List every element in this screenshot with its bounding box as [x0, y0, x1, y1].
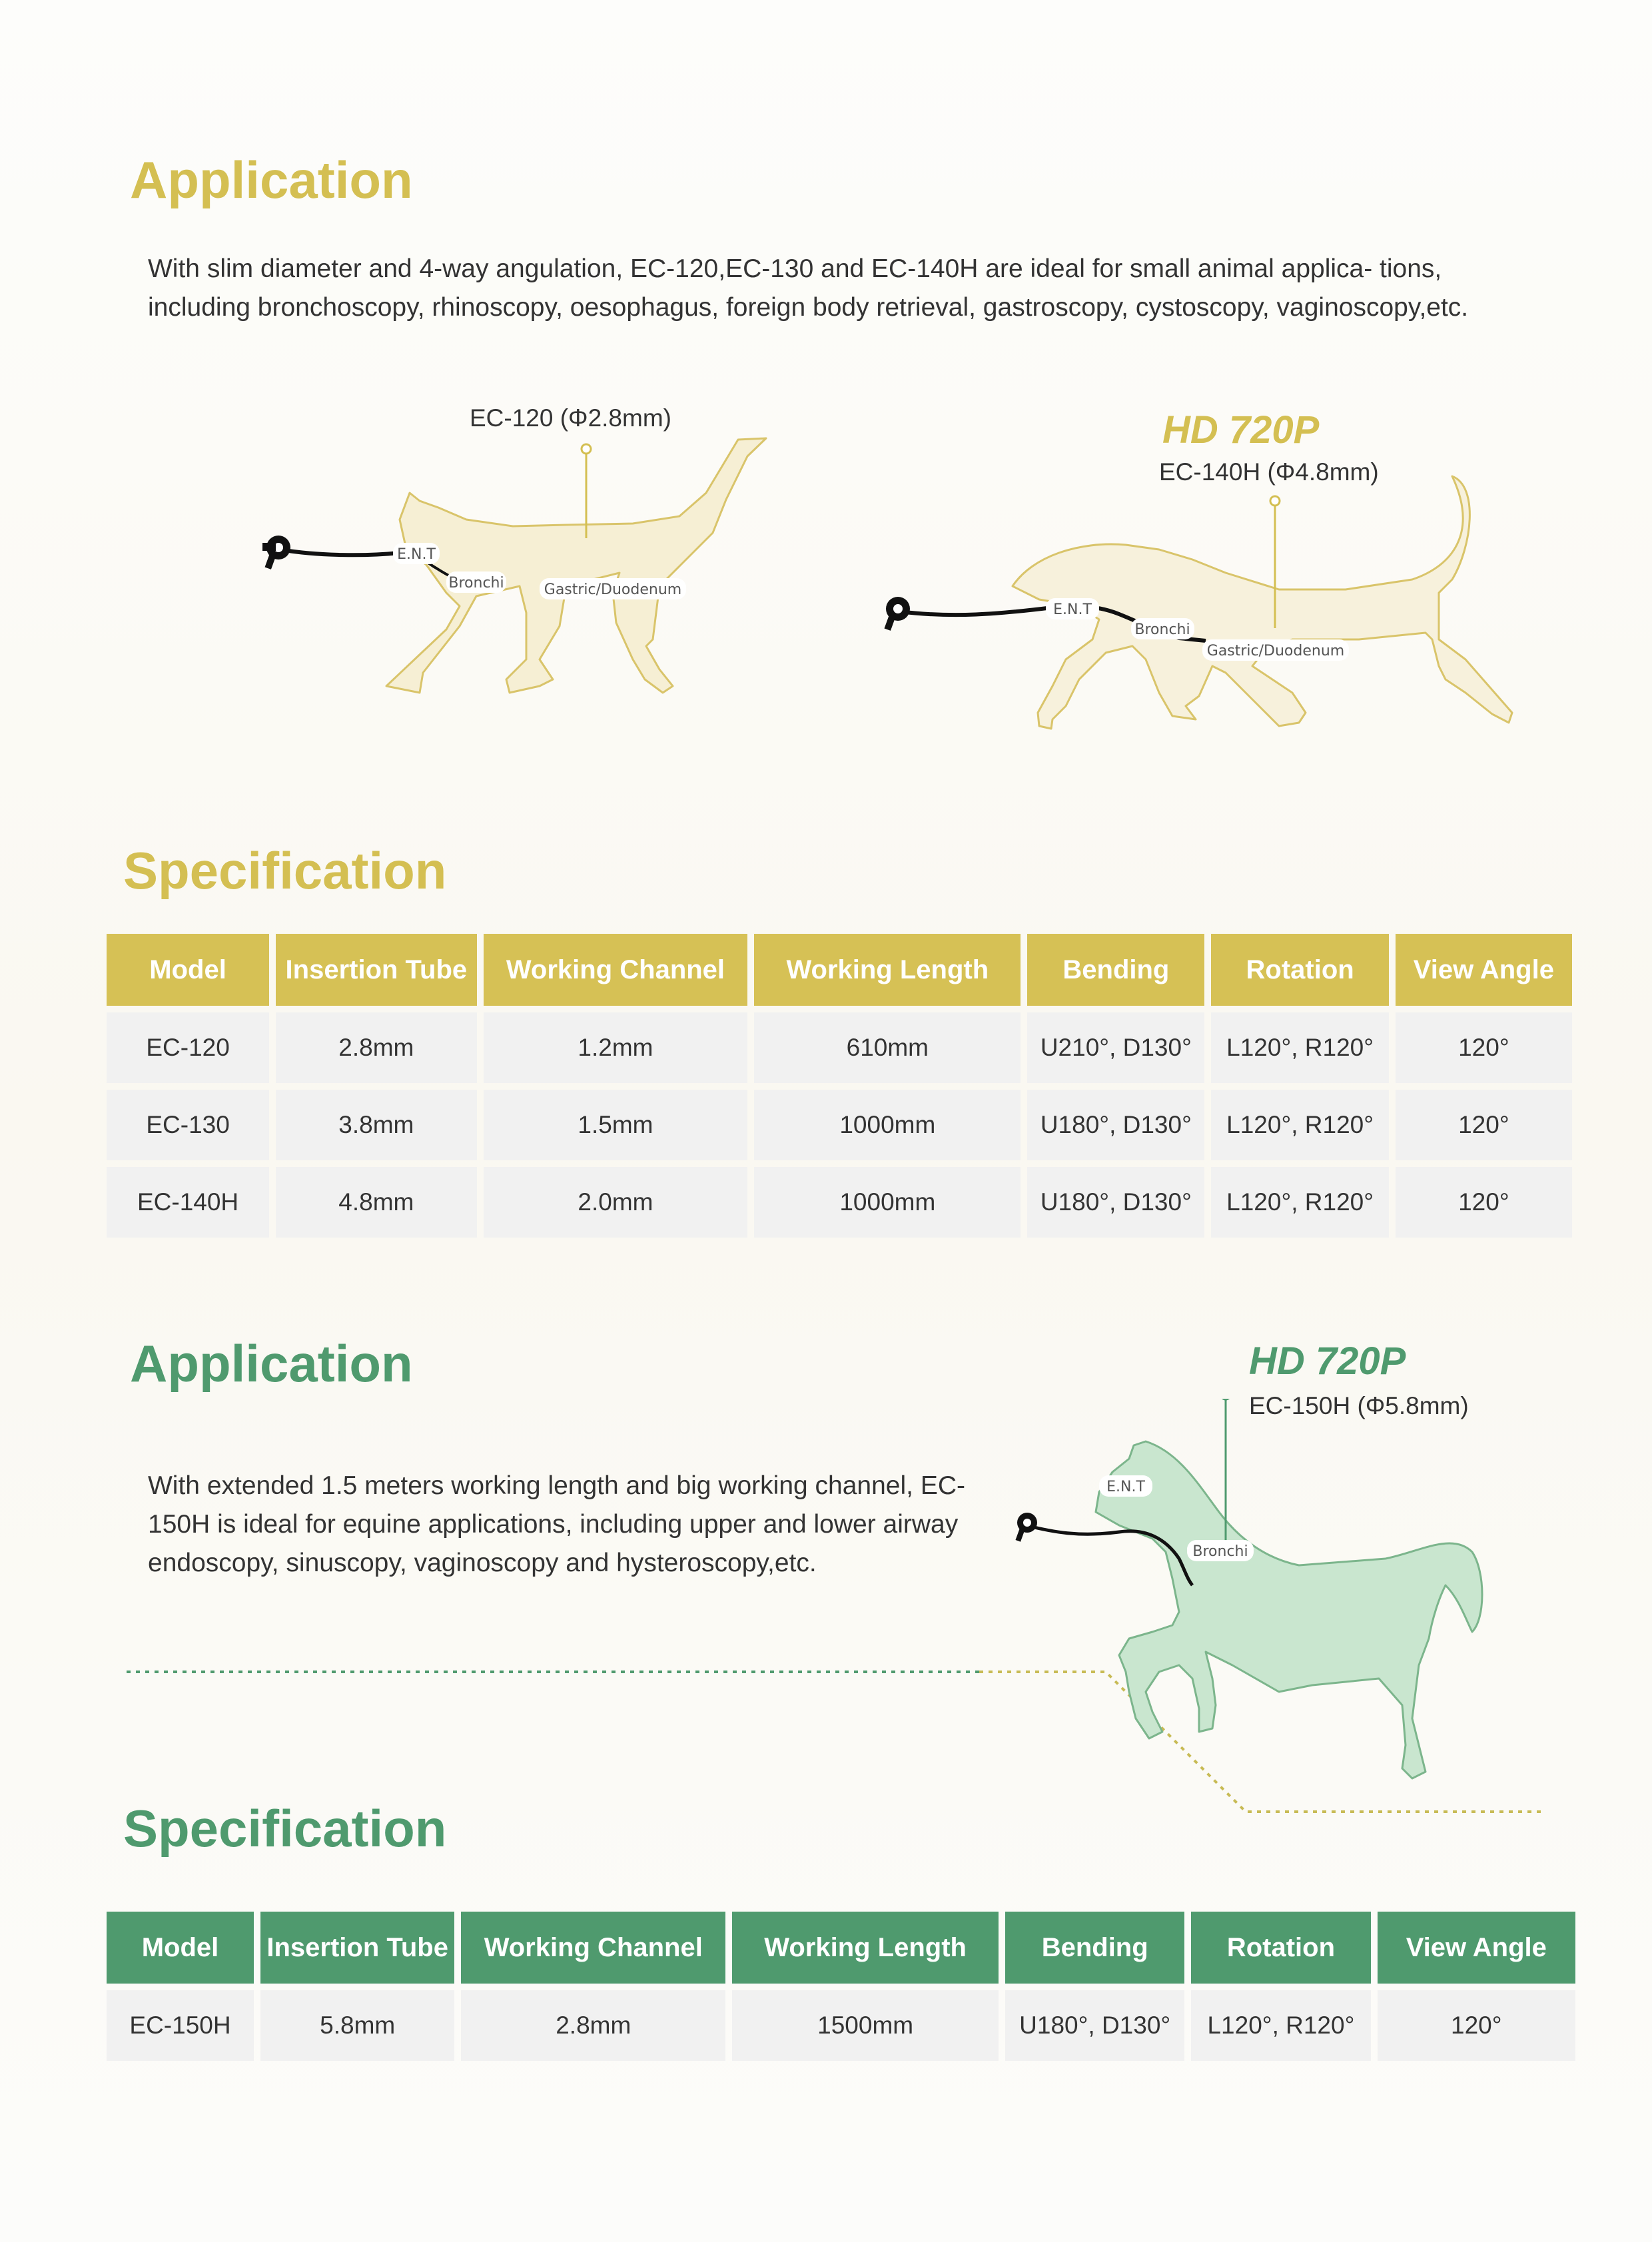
- cell-rotation: L120°, R120°: [1211, 1090, 1388, 1160]
- horse-model-label: EC-150H (Φ5.8mm): [1249, 1392, 1469, 1419]
- cat-tag-bronchi: Bronchi: [448, 575, 504, 591]
- specification-heading-2: Specification: [123, 1799, 447, 1858]
- cell-bending: U180°, D130°: [1005, 1990, 1184, 2061]
- col-working-length: Working Length: [754, 934, 1021, 1006]
- horse-tag-bronchi: Bronchi: [1192, 1543, 1248, 1560]
- table-row: [107, 1167, 1572, 1238]
- spec-table-1-header: [107, 934, 1572, 1006]
- cat-tag-ent: E.N.T: [397, 546, 436, 563]
- cell-working-length: 1500mm: [732, 1990, 999, 2061]
- application-paragraph-1: With slim diameter and 4-way angulation, EC-120,EC-130 and EC-140H are ideal for small animal applica- tions, including bronchoscopy, rhinoscopy, oesophagus, foreign body retrieval, gastroscopy, cystoscopy, vaginoscopy,etc.: [148, 254, 1469, 322]
- col-rotation: Rotation: [1211, 934, 1388, 1006]
- hd-label-horse: HD 720P: [1249, 1339, 1406, 1383]
- cell-view-angle: 120°: [1396, 1167, 1572, 1238]
- hd-label-dog: HD 720P: [1162, 408, 1320, 452]
- cell-view-angle: 120°: [1378, 1990, 1575, 2061]
- col-bending: Bending: [1027, 934, 1204, 1006]
- col-model: Model: [107, 934, 269, 1006]
- cell-working-channel: 2.8mm: [461, 1990, 725, 2061]
- cell-working-channel: 1.2mm: [484, 1012, 748, 1083]
- application-heading-1: Application: [130, 151, 413, 209]
- dog-tag-bronchi: Bronchi: [1134, 621, 1190, 638]
- cell-rotation: L120°, R120°: [1211, 1012, 1388, 1083]
- table-row: [107, 1090, 1572, 1160]
- dog-model-label: EC-140H (Φ4.8mm): [1159, 458, 1379, 486]
- col-view-angle: View Angle: [1378, 1912, 1575, 1984]
- dog-tag-ent: E.N.T: [1053, 601, 1092, 618]
- application-paragraph-2: With extended 1.5 meters working length and big working channel, EC-150H is ideal for equine applications, including upper and lower airway endoscopy, sinuscopy, vaginoscopy and hysteroscopy,etc.: [148, 1471, 965, 1577]
- col-insertion-tube: Insertion Tube: [260, 1912, 454, 1984]
- dog-illustration: [879, 466, 1519, 839]
- col-bending: Bending: [1005, 1912, 1184, 1984]
- cell-insertion-tube: 2.8mm: [276, 1012, 476, 1083]
- cell-model: EC-120: [107, 1012, 269, 1083]
- cell-insertion-tube: 3.8mm: [276, 1090, 476, 1160]
- cell-working-channel: 2.0mm: [484, 1167, 748, 1238]
- cell-model: EC-150H: [107, 1990, 254, 2061]
- dog-tag-gastric: Gastric/Duodenum: [1206, 643, 1345, 659]
- cat-silhouette: [386, 438, 766, 693]
- cell-view-angle: 120°: [1396, 1012, 1572, 1083]
- cell-view-angle: 120°: [1396, 1090, 1572, 1160]
- cell-model: EC-130: [107, 1090, 269, 1160]
- col-rotation: Rotation: [1191, 1912, 1370, 1984]
- col-insertion-tube: Insertion Tube: [276, 934, 476, 1006]
- spec-table-2: [100, 1905, 1582, 2067]
- spec-table-1: [100, 927, 1579, 1244]
- col-model: Model: [107, 1912, 254, 1984]
- cat-illustration: [246, 393, 793, 733]
- cell-working-length: 1000mm: [754, 1167, 1021, 1238]
- cell-bending: U180°, D130°: [1027, 1167, 1204, 1238]
- cell-model: EC-140H: [107, 1167, 269, 1238]
- cell-working-length: 1000mm: [754, 1090, 1021, 1160]
- horse-illustration: [1013, 1399, 1492, 1792]
- horse-silhouette: [1096, 1441, 1482, 1778]
- cell-working-channel: 1.5mm: [484, 1090, 748, 1160]
- specification-heading-1: Specification: [123, 841, 447, 900]
- table-row: [107, 1012, 1572, 1083]
- cat-model-label: EC-120 (Φ2.8mm): [470, 404, 671, 432]
- col-working-channel: Working Channel: [461, 1912, 725, 1984]
- cell-insertion-tube: 5.8mm: [260, 1990, 454, 2061]
- cell-rotation: L120°, R120°: [1211, 1167, 1388, 1238]
- spec-table-2-header: [107, 1912, 1575, 1984]
- col-working-channel: Working Channel: [484, 934, 748, 1006]
- table-row: [107, 1990, 1575, 2061]
- col-working-length: Working Length: [732, 1912, 999, 1984]
- cell-working-length: 610mm: [754, 1012, 1021, 1083]
- cell-bending: U180°, D130°: [1027, 1090, 1204, 1160]
- application-heading-2: Application: [130, 1334, 413, 1393]
- cell-bending: U210°, D130°: [1027, 1012, 1204, 1083]
- cell-rotation: L120°, R120°: [1191, 1990, 1370, 2061]
- horse-tag-ent: E.N.T: [1106, 1479, 1145, 1495]
- cat-tag-gastric: Gastric/Duodenum: [544, 581, 682, 598]
- cell-insertion-tube: 4.8mm: [276, 1167, 476, 1238]
- col-view-angle: View Angle: [1396, 934, 1572, 1006]
